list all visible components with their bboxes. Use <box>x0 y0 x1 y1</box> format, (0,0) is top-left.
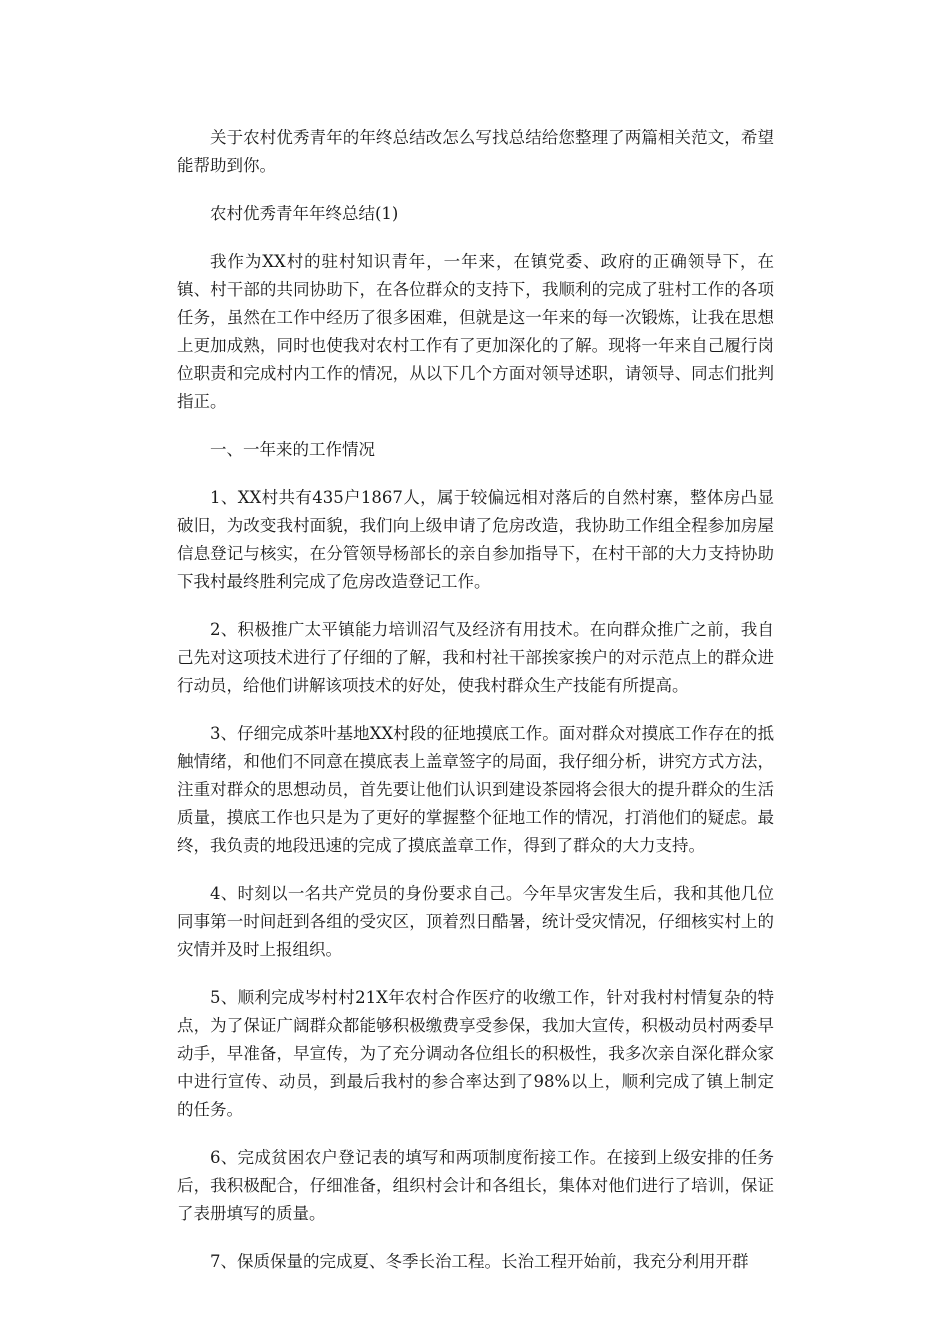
list-item: 2、积极推广太平镇能力培训沼气及经济有用技术。在向群众推广之前，我自己先对这项技术进行了仔细的了解，我和村社干部挨家挨户的对示范点上的群众进行动员，给他们讲解该项技术的好处，使我村群众生产技能有所提高。 <box>177 620 774 695</box>
list-item: 3、仔细完成茶叶基地XX村段的征地摸底工作。面对群众对摸底工作存在的抵触情绪，和他们不同意在摸底表上盖章签字的局面，我仔细分析，讲究方式方法，注重对群众的思想动员，首先要让他们认识到建设茶园将会很大的提升群众的生活质量，摸底工作也只是为了更好的掌握整个征地工作的情况，打消他们的疑虑。最终，我负责的地段迅速的完成了摸底盖章工作，得到了群众的大力支持。 <box>177 724 774 855</box>
opening-paragraph: 我作为XX村的驻村知识青年，一年来，在镇党委、政府的正确领导下，在镇、村干部的共同协助下，在各位群众的支持下，我顺利的完成了驻村工作的各项任务，虽然在工作中经历了很多困难，但就是这一年来的每一次锻炼，让我在思想上更加成熟，同时也使我对农村工作有了更加深化的了解。现将一年来自己履行岗位职责和完成村内工作的情况，从以下几个方面对领导述职，请领导、同志们批判指正。 <box>177 252 774 411</box>
document-title: 农村优秀青年年终总结(1) <box>210 204 399 223</box>
intro-paragraph: 关于农村优秀青年的年终总结改怎么写找总结给您整理了两篇相关范文，希望能帮助到你。 <box>177 128 774 175</box>
list-item: 7、保质保量的完成夏、冬季长治工程。长治工程开始前，我充分利用开群 <box>210 1252 749 1271</box>
list-item: 5、顺利完成岑村村21X年农村合作医疗的收缴工作，针对我村村情复杂的特点，为了保证广阔群众都能够积极缴费享受参保，我加大宣传，积极动员村两委早动手，早准备，早宣传，为了充分调动各位组长的积极性，我多次亲自深化群众家中进行宣传、动员，到最后我村的参合率达到了98%以上，顺利完成了镇上制定的任务。 <box>177 988 774 1119</box>
section-heading: 一、一年来的工作情况 <box>210 440 375 459</box>
list-item: 4、时刻以一名共产党员的身份要求自己。今年旱灾害发生后，我和其他几位同事第一时间赶到各组的受灾区，顶着烈日酷暑，统计受灾情况，仔细核实村上的灾情并及时上报组织。 <box>177 884 774 959</box>
list-item: 6、完成贫困农户登记表的填写和两项制度衔接工作。在接到上级安排的任务后，我积极配合，仔细准备，组织村会计和各组长，集体对他们进行了培训，保证了表册填写的质量。 <box>177 1148 774 1223</box>
document-body <box>177 124 774 1276</box>
list-item: 1、XX村共有435户1867人，属于较偏远相对落后的自然村寨，整体房凸显破旧，为改变我村面貌，我们向上级申请了危房改造，我协助工作组全程参加房屋信息登记与核实，在分管领导杨部长的亲自参加指导下，在村干部的大力支持协助下我村最终胜利完成了危房改造登记工作。 <box>177 488 774 591</box>
